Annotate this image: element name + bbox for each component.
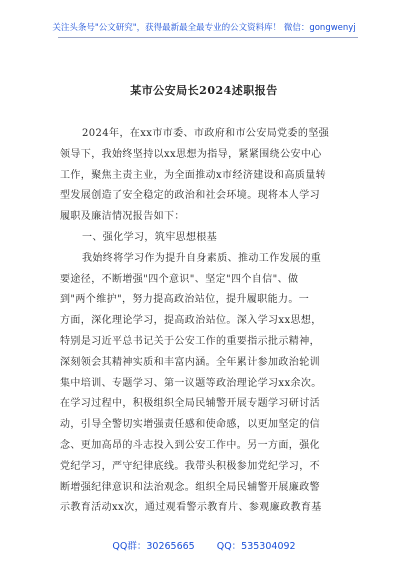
document-title: 某市公安局长2024述职报告 bbox=[130, 84, 278, 97]
header-divider bbox=[58, 37, 358, 38]
body-line: 要途径，不断增强"四个意识"、坚定"四个自信"、做 bbox=[60, 273, 299, 285]
body-line: 工作，聚焦主责主业，为全面推动x市经济建设和高质量转 bbox=[60, 169, 327, 181]
qq-contact-number: QQ：535304092 bbox=[216, 541, 296, 552]
body-line: 党纪学习，严守纪律底线。我带头积极参加党纪学习，不 bbox=[60, 460, 320, 472]
body-line: 型发展创造了安全稳定的政治和社会环境。现将本人学习 bbox=[60, 190, 320, 202]
body-line: 示教育活动xx次，通过观看警示教育片、参观廉政教育基 bbox=[60, 502, 322, 514]
qq-group-number: QQ群：30265665 bbox=[112, 541, 195, 552]
body-line: 集中培训、专题学习、第一议题等政治理论学习xx余次。 bbox=[60, 377, 322, 389]
body-line: 念、更加高昂的斗志投入到公安工作中。另一方面，强化 bbox=[60, 439, 320, 451]
body-line: 我始终将学习作为提升自身素质、推动工作发展的重 bbox=[82, 252, 322, 264]
body-line: 动，引导全警切实增强责任感和使命感，以更加坚定的信 bbox=[60, 419, 320, 431]
contact-footer bbox=[0, 538, 408, 552]
body-line: 履职及廉洁情况报告如下： bbox=[60, 211, 185, 223]
body-line: 特别是习近平总书记关于公安工作的重要指示批示精神， bbox=[60, 335, 320, 347]
promo-header: 关注头条号"公文研究"，获得最新最全最专业的公文资料库！ 微信：gongwenyj bbox=[52, 23, 356, 33]
body-line: 方面，深化理论学习，提高政治站位。深入学习xx思想， bbox=[60, 315, 322, 327]
body-line: 一、强化学习，筑牢思想根基 bbox=[82, 231, 218, 243]
body-line: 到"两个维护"，努力提高政治站位，提升履职能力。一 bbox=[60, 294, 310, 306]
body-line: 2024年，在xx市市委、市政府和市公安局党委的坚强 bbox=[82, 128, 330, 139]
document-body bbox=[60, 124, 350, 519]
body-line: 断增强纪律意识和法治观念。组织全局民辅警开展廉政警 bbox=[60, 481, 320, 493]
body-line: 领导下，我始终坚持以xx思想为指导，紧紧围绕公安中心 bbox=[60, 148, 322, 160]
body-line: 深刻领会其精神实质和丰富内涵。全年累计参加政治轮训 bbox=[60, 356, 320, 368]
body-line: 在学习过程中，积极组织全局民辅警开展专题学习研讨活 bbox=[60, 398, 320, 410]
